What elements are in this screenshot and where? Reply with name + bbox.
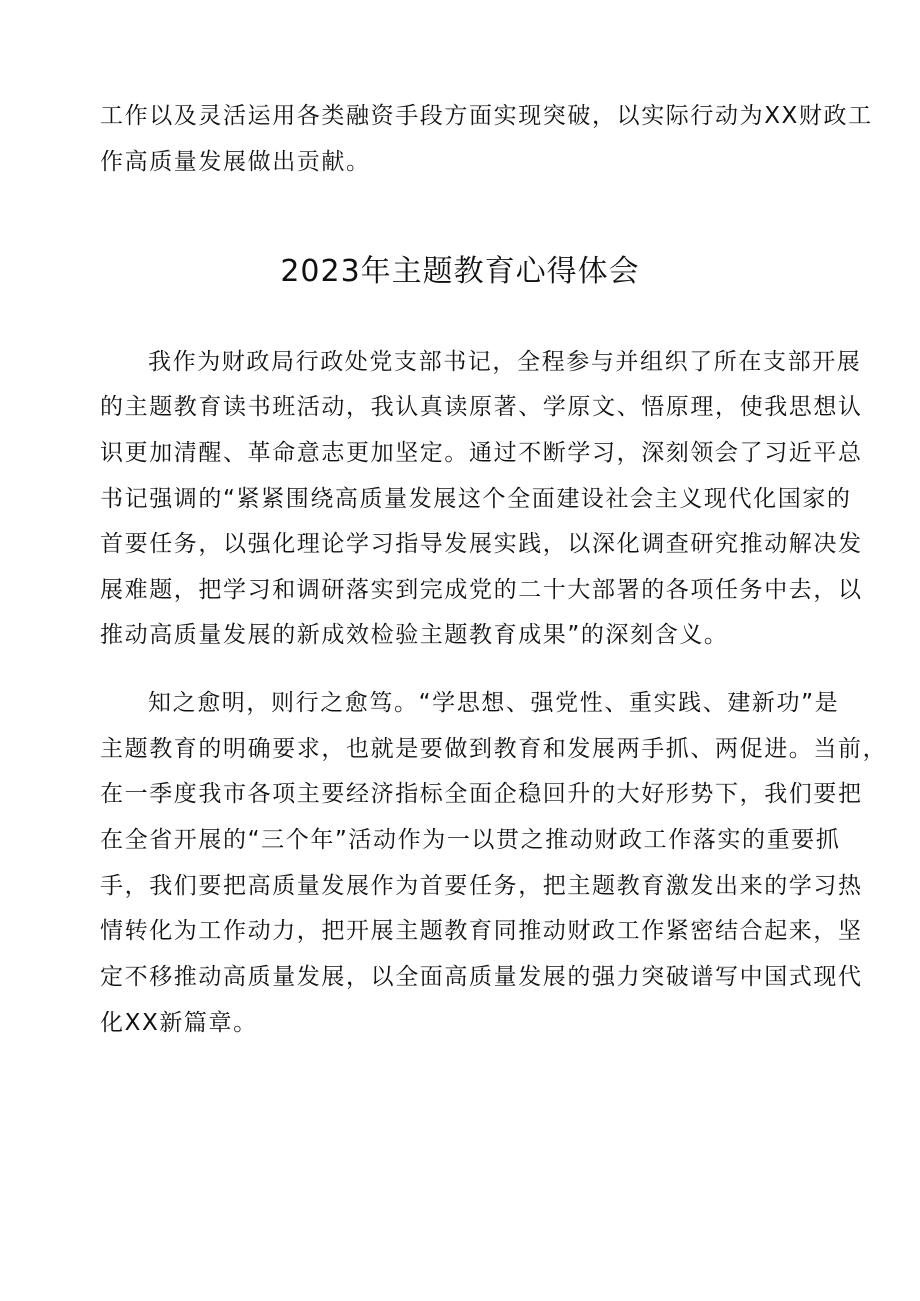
- paragraph1-line-1: 我作为财政局行政处党支部书记，全程参与并组织了所在支部开展: [148, 349, 862, 375]
- paragraph2-line-7: 定不移推动高质量发展，以全面高质量发展的强力突破谱写中国式现代: [100, 964, 863, 990]
- paragraph1-line-7: 推动高质量发展的新成效检验主题教育成果”的深刻含义。: [100, 622, 729, 648]
- paragraph1-line-5: 首要任务，以强化理论学习指导发展实践，以深化调查研究推动解决发: [100, 531, 863, 557]
- paragraph2-line-2: 主题教育的明确要求，也就是要做到教育和发展两手抓、两促进。当前，: [100, 736, 888, 762]
- document-title: 2023年主题教育心得体会: [280, 254, 640, 289]
- paragraph1-line-2: 的主题教育读书班活动，我认真读原著、学原文、悟原理，使我思想认: [100, 394, 863, 420]
- paragraph2-line-1: 知之愈明，则行之愈笃。“学思想、强党性、重实践、建新功”是: [148, 690, 840, 716]
- paragraph1-line-3: 识更加清醒、革命意志更加坚定。通过不断学习，深刻领会了习近平总: [100, 440, 863, 466]
- intro-line-1: 工作以及灵活运用各类融资手段方面实现突破，以实际行动为XX财政工: [100, 103, 873, 129]
- paragraph2-line-5: 手，我们要把高质量发展作为首要任务，把主题教育激发出来的学习热: [100, 873, 863, 899]
- paragraph2-line-4: 在全省开展的“三个年”活动作为一以贯之推动财政工作落实的重要抓: [100, 827, 841, 853]
- intro-line-2: 作高质量发展做出贡献。: [100, 149, 371, 175]
- paragraph1-line-6: 展难题，把学习和调研落实到完成党的二十大部署的各项任务中去，以: [100, 577, 863, 603]
- paragraph2-line-8: 化XX新篇章。: [100, 1010, 258, 1036]
- paragraph2-line-6: 情转化为工作动力，把开展主题教育同推动财政工作紧密结合起来，坚: [100, 918, 863, 944]
- paragraph2-line-3: 在一季度我市各项主要经济指标全面企稳回升的大好形势下，我们要把: [100, 781, 863, 807]
- paragraph1-line-4: 书记强调的“紧紧围绕高质量发展这个全面建设社会主义现代化国家的: [100, 486, 852, 512]
